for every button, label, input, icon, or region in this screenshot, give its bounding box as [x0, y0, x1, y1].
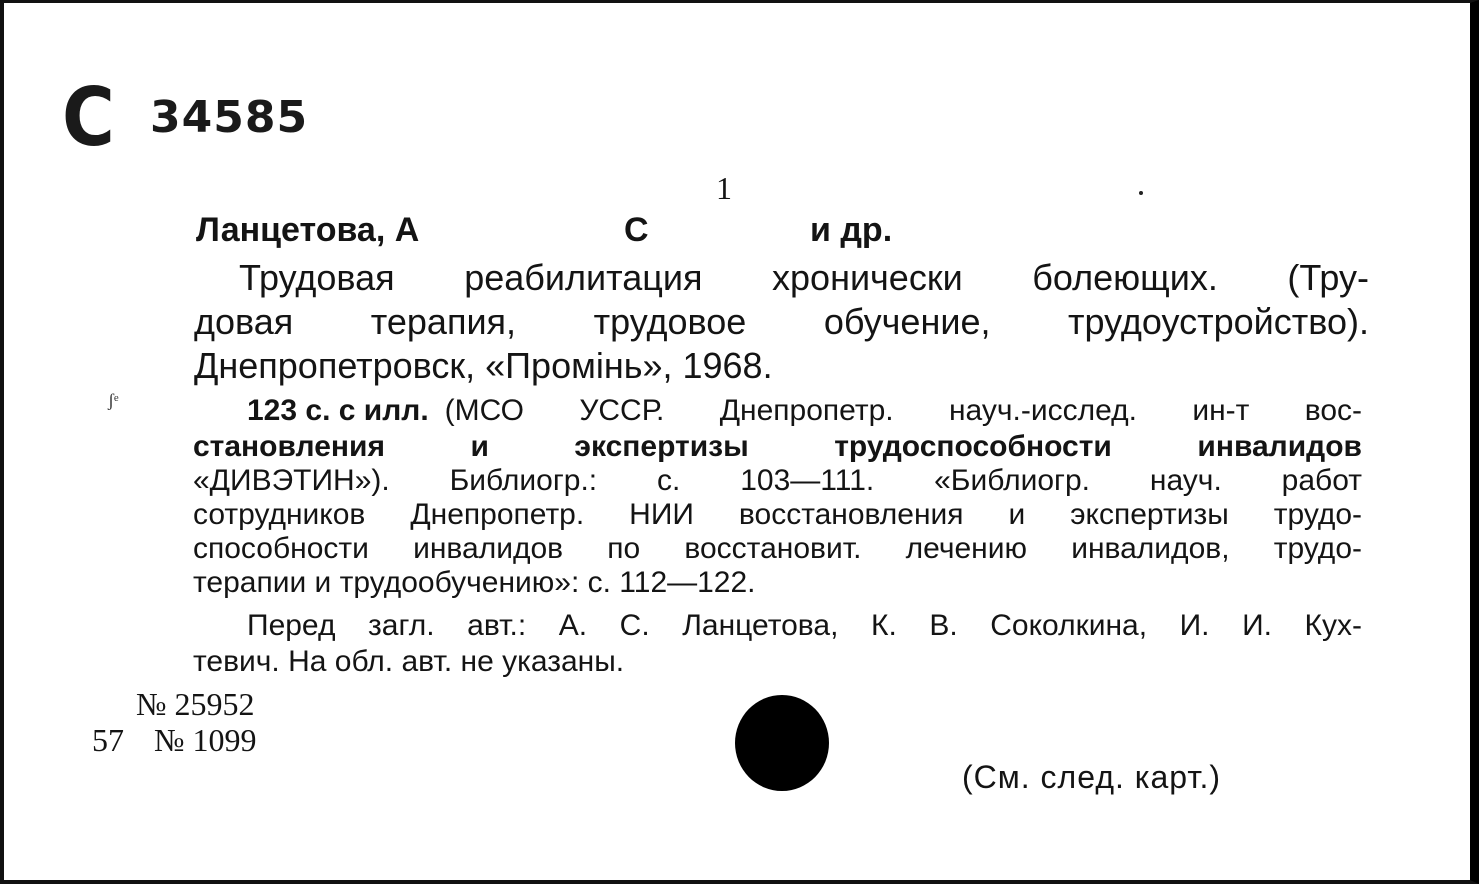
description-line-2: становления и экспертизы трудоспособности инвалидов: [193, 430, 1362, 463]
inventory-number-2: № 1099: [154, 722, 257, 758]
pages-count: 123 с. с илл.: [247, 394, 429, 427]
call-number-letter: С: [62, 71, 115, 164]
dot-mark: [1139, 191, 1143, 195]
author-et-al: и др.: [810, 211, 893, 249]
description-line-5: способности инвалидов по восстановит. лечению инвалидов, трудо-: [193, 532, 1362, 565]
inventory-number-1: № 25952: [136, 686, 255, 722]
continuation-note: (См. след. карт.): [962, 759, 1222, 795]
note-line-1: Перед загл. авт.: А. С. Ланцетова, К. В. Соколкина, И. И. Кух-: [247, 609, 1362, 642]
description-line-1: (МСО УССР. Днепропетр. науч.-исслед. ин-т вос-: [444, 394, 1362, 427]
title-line-1: Трудовая реабилитация хронически болеющих. (Тру-: [239, 257, 1369, 298]
description-line-3: «ДИВЭТИН»). Библиогр.: с. 103—111. «Библиогр. науч. работ: [193, 464, 1362, 497]
author-middle-initial: С: [624, 211, 649, 249]
call-number: 34585: [150, 92, 309, 143]
punch-hole: [735, 695, 829, 791]
inventory-prefix: 57: [92, 722, 124, 758]
description-line-4: сотрудников Днепропетр. НИИ восстановления и экспертизы трудо-: [193, 498, 1362, 531]
description-line-6: терапии и трудообучению»: с. 112—122.: [193, 566, 756, 599]
description-first-line: [247, 393, 1362, 429]
title-line-2: довая терапия, трудовое обучение, трудоустройство).: [194, 301, 1369, 342]
margin-mark: ʃᵉ: [108, 390, 119, 410]
title-line-3: Днепропетровск, «Промінь», 1968.: [194, 345, 773, 386]
note-line-2: тевич. На обл. авт. не указаны.: [193, 645, 625, 678]
author-name: Ланцетова, А: [196, 211, 420, 249]
card-number: 1: [716, 170, 732, 206]
